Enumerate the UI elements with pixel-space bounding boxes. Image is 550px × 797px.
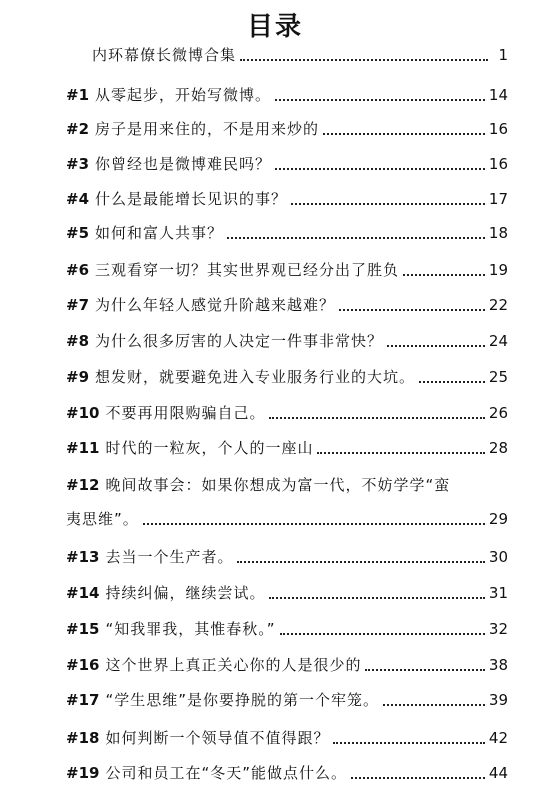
toc-entry[interactable]	[66, 654, 508, 676]
toc-entry-number: #12	[66, 476, 100, 494]
toc-entry-page: 16	[488, 155, 508, 173]
toc-entry-number: #5	[66, 224, 90, 242]
toc-entry-title: 时代的一粒灰，个人的一座山	[105, 439, 314, 457]
toc-entry-number: #9	[66, 368, 90, 386]
toc-entry-page: 17	[488, 190, 508, 208]
toc-entry-page: 14	[488, 86, 508, 104]
toc-entry-title: 内环幕僚长微博合集	[92, 46, 237, 64]
toc-entry[interactable]	[66, 294, 508, 316]
toc-entry-title: 为什么很多厉害的人决定一件事非常快？	[95, 332, 384, 350]
dot-leader	[365, 669, 484, 671]
toc-entry[interactable]	[66, 222, 508, 244]
toc-entry-number: #14	[66, 584, 100, 602]
toc-entry[interactable]	[66, 437, 508, 459]
toc-entry-page: 22	[488, 296, 508, 314]
toc-entry-title: 从零起步，开始写微博。	[95, 86, 272, 104]
toc-entry-page: 44	[488, 764, 508, 782]
toc-entry[interactable]	[66, 188, 508, 210]
toc-entry-number: #18	[66, 729, 100, 747]
toc-entry-page: 1	[498, 46, 508, 64]
toc-entry-title: 公司和员工在“冬天”能做点什么。	[105, 764, 347, 782]
toc-entry[interactable]	[66, 84, 508, 106]
toc-entry-page: 29	[488, 510, 508, 528]
toc-entry-title: 为什么年轻人感觉升阶越来越难？	[95, 296, 336, 314]
toc-entry-number: #10	[66, 404, 100, 422]
dot-leader	[333, 742, 484, 744]
toc-entry[interactable]	[66, 366, 508, 388]
dot-leader	[323, 133, 485, 135]
dot-leader	[143, 523, 485, 525]
toc-entry-number: #3	[66, 155, 90, 173]
toc-entry-page: 26	[488, 404, 508, 422]
toc-entry-title: 你曾经也是微博难民吗？	[95, 155, 272, 173]
toc-entry-number: #7	[66, 296, 90, 314]
dot-leader	[403, 274, 485, 276]
dot-leader	[275, 168, 485, 170]
toc-entry-page: 28	[488, 439, 508, 457]
toc-entry-page: 32	[488, 620, 508, 638]
toc-entry[interactable]	[66, 259, 508, 281]
dot-leader	[419, 381, 485, 383]
toc-entry[interactable]	[66, 727, 508, 749]
toc-entry-number: #13	[66, 548, 100, 566]
toc-entry[interactable]	[66, 330, 508, 352]
toc-entry[interactable]	[66, 474, 508, 496]
toc-entry[interactable]	[66, 689, 508, 711]
toc-entry[interactable]	[92, 44, 508, 66]
toc-entry-page: 24	[488, 332, 508, 350]
dot-leader	[383, 704, 485, 706]
toc-entry-title: 去当一个生产者。	[105, 548, 234, 566]
toc-entry-page: 19	[488, 261, 508, 279]
toc-entry-page: 16	[488, 120, 508, 138]
dot-leader	[269, 417, 484, 419]
toc-entry-title: “学生思维”是你要挣脱的第一个牢笼。	[105, 691, 379, 709]
toc-entry[interactable]	[66, 582, 508, 604]
toc-entry-number: #17	[66, 691, 100, 709]
dot-leader	[280, 633, 485, 635]
toc-entry-number: #15	[66, 620, 100, 638]
toc-entry[interactable]	[66, 508, 508, 530]
toc-entry-page: 25	[488, 368, 508, 386]
dot-leader	[291, 203, 485, 205]
toc-entry[interactable]	[66, 546, 508, 568]
dot-leader	[387, 345, 485, 347]
toc-entry-page: 18	[488, 224, 508, 242]
toc-entry-page: 42	[488, 729, 508, 747]
toc-entry-number: #4	[66, 190, 90, 208]
toc-entry-number: #1	[66, 86, 90, 104]
toc-entry-title: 持续纠偏，继续尝试。	[105, 584, 266, 602]
toc-entry-page: 39	[488, 691, 508, 709]
toc-entry[interactable]	[66, 618, 508, 640]
toc-entry-number: #8	[66, 332, 90, 350]
dot-leader	[240, 59, 488, 61]
toc-entry-page: 31	[488, 584, 508, 602]
dot-leader	[227, 237, 485, 239]
toc-entry-number: #16	[66, 656, 100, 674]
toc-entry-number: #19	[66, 764, 100, 782]
toc-entry-title: 不要再用限购骗自己。	[105, 404, 266, 422]
toc-title: 目录	[246, 12, 303, 42]
toc-entry[interactable]	[66, 762, 508, 784]
toc-entry-number: #6	[66, 261, 90, 279]
dot-leader	[269, 597, 484, 599]
toc-entry-page: 38	[488, 656, 508, 674]
toc-entry-title: 三观看穿一切？其实世界观已经分出了胜负	[95, 261, 400, 279]
dot-leader	[275, 99, 485, 101]
toc-entry-title: 如何判断一个领导值不值得跟？	[105, 729, 330, 747]
toc-entry-number: #2	[66, 120, 90, 138]
toc-entry-number: #11	[66, 439, 100, 457]
toc-entry-title: 夷思维”。	[66, 510, 139, 528]
toc-entry-title: “知我罪我，其惟春秋。”	[105, 620, 276, 638]
toc-entry-title: 晚间故事会：如果你想成为富一代，不妨学学“蛮	[105, 476, 451, 494]
toc-entry[interactable]	[66, 153, 508, 175]
toc-entry-title: 这个世界上真正关心你的人是很少的	[105, 656, 362, 674]
toc-entry[interactable]	[66, 118, 508, 140]
toc-entry-title: 如何和富人共事？	[95, 224, 224, 242]
dot-leader	[237, 561, 484, 563]
dot-leader	[339, 309, 485, 311]
toc-entry-title: 房子是用来住的，不是用来炒的	[95, 120, 320, 138]
dot-leader	[317, 452, 484, 454]
toc-entry-title: 想发财，就要避免进入专业服务行业的大坑。	[95, 368, 416, 386]
toc-entry-page: 30	[488, 548, 508, 566]
toc-entry[interactable]	[66, 402, 508, 424]
toc-entry-title: 什么是最能增长见识的事？	[95, 190, 288, 208]
dot-leader	[351, 777, 485, 779]
